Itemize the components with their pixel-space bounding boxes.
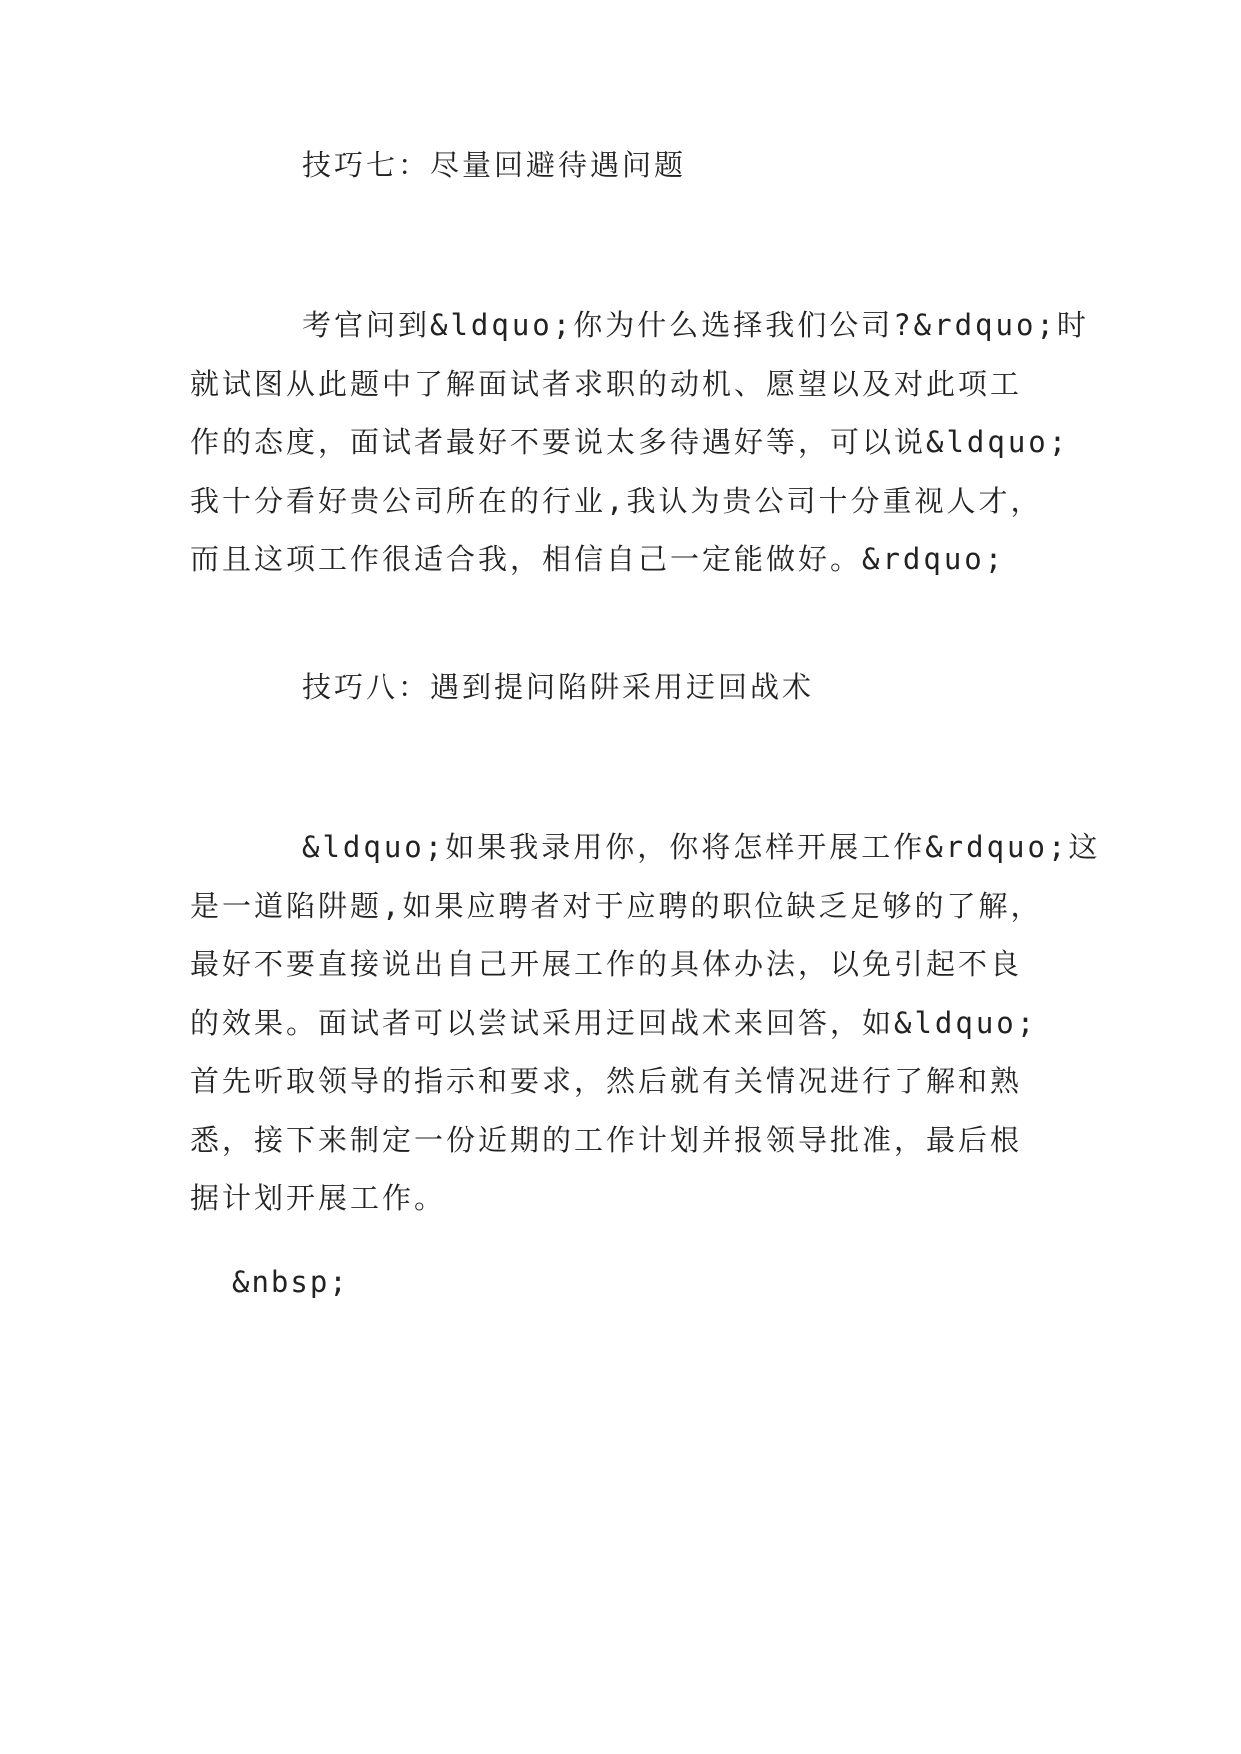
paragraph-line: 就试图从此题中了解面试者求职的动机、愿望以及对此项工	[190, 366, 1023, 401]
trailing-nbsp-text: &nbsp;	[232, 1265, 349, 1299]
paragraph-line: 悉，接下来制定一份近期的工作计划并报领导批准，最后根	[190, 1122, 1023, 1157]
paragraph-tip-8	[190, 818, 1101, 1228]
heading-tip-8: 技巧八：遇到提问陷阱采用迂回战术	[302, 670, 815, 704]
paragraph-line: 而且这项工作很适合我，相信自己一定能做好。&rdquo;	[190, 542, 1006, 576]
paragraph-line: 的效果。面试者可以尝试采用迂回战术来回答，如&ldquo;	[190, 1005, 1038, 1040]
paragraph-line: 是一道陷阱题,如果应聘者对于应聘的职位缺乏足够的了解，	[190, 888, 1043, 923]
paragraph-line: 最好不要直接说出自己开展工作的具体办法，以免引起不良	[190, 947, 1023, 981]
paragraph-line: 我十分看好贵公司所在的行业,我认为贵公司十分重视人才，	[190, 483, 1043, 518]
paragraph-line: 作的态度，面试者最好不要说太多待遇好等，可以说&ldquo;	[190, 425, 1070, 459]
paragraph-line: 首先听取领导的指示和要求，然后就有关情况进行了解和熟	[190, 1064, 1023, 1098]
paragraph-line: 考官问到&ldquo;你为什么选择我们公司?&rdquo;时	[302, 308, 1089, 342]
paragraph-tip-7	[190, 296, 1089, 589]
paragraph-line: 据计划开展工作。	[190, 1181, 447, 1215]
heading-tip-7: 技巧七：尽量回避待遇问题	[302, 148, 687, 182]
paragraph-line: &ldquo;如果我录用你，你将怎样开展工作&rdquo;这	[302, 830, 1101, 864]
